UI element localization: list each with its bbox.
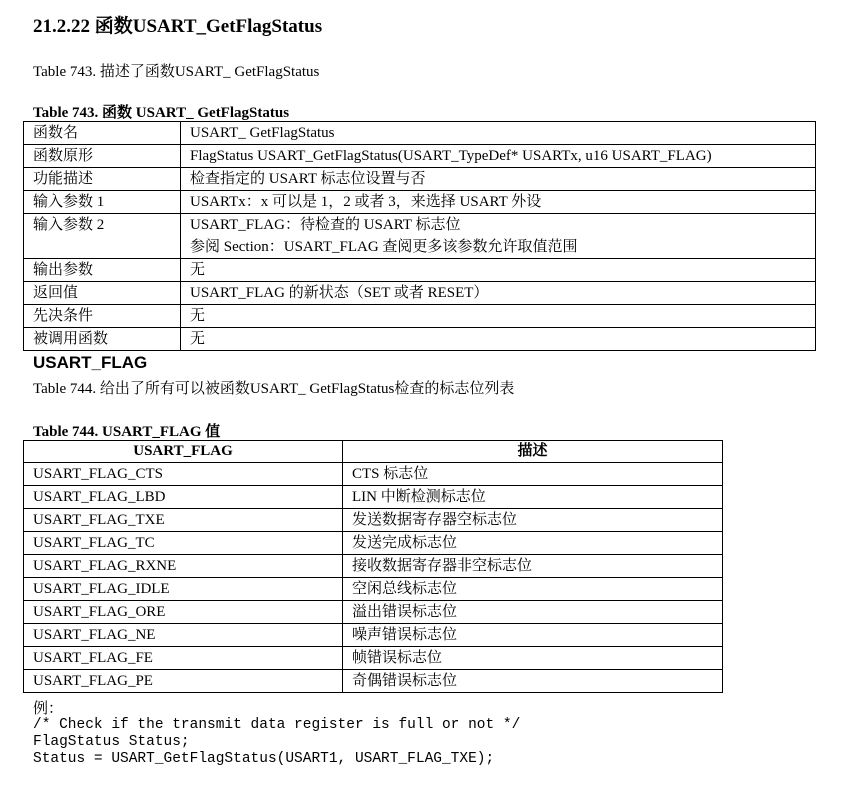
table-row	[24, 601, 723, 624]
flag-description: 溢出错误标志位	[343, 601, 723, 624]
param-name: 返回值	[24, 282, 181, 305]
param-value-line: 参阅 Section：USART_FLAG 查阅更多该参数允许取值范围	[190, 239, 578, 255]
table-row	[24, 191, 816, 214]
param-value: 无	[181, 259, 816, 282]
flag-name: USART_FLAG_NE	[24, 624, 343, 647]
section-intro-text: Table 744. 给出了所有可以被函数USART_ GetFlagStatus检查的标志位列表	[33, 381, 515, 397]
flag-name: USART_FLAG_IDLE	[24, 578, 343, 601]
flag-name: USART_FLAG_LBD	[24, 486, 343, 509]
flag-description: LIN 中断检测标志位	[343, 486, 723, 509]
table-row	[24, 122, 816, 145]
table-row	[24, 670, 723, 693]
table-row	[24, 305, 816, 328]
param-name: 先决条件	[24, 305, 181, 328]
section-heading: 21.2.22 函数USART_GetFlagStatus	[33, 16, 323, 37]
flag-description: 噪声错误标志位	[343, 624, 723, 647]
table-row	[24, 578, 723, 601]
param-value: 无	[181, 328, 816, 351]
function-description-table	[23, 121, 816, 351]
param-name: 输出参数	[24, 259, 181, 282]
example-label: 例：	[33, 701, 64, 717]
flag-name: USART_FLAG_ORE	[24, 601, 343, 624]
flag-name: USART_FLAG_RXNE	[24, 555, 343, 578]
flag-description: 空闲总线标志位	[343, 578, 723, 601]
table-744-caption: Table 744. USART_FLAG 值	[33, 424, 221, 440]
param-value: 无	[181, 305, 816, 328]
table-row	[24, 532, 723, 555]
table-row	[24, 259, 816, 282]
flag-description: 发送数据寄存器空标志位	[343, 509, 723, 532]
flag-name: USART_FLAG_PE	[24, 670, 343, 693]
table-row	[24, 282, 816, 305]
table-row	[24, 328, 816, 351]
code-line-call: Status = USART_GetFlagStatus(USART1, USART_FLAG_TXE);	[33, 751, 495, 767]
column-header-description: 描述	[343, 441, 723, 463]
flag-description: 奇偶错误标志位	[343, 670, 723, 693]
param-name: 被调用函数	[24, 328, 181, 351]
param-value: FlagStatus USART_GetFlagStatus(USART_TypeDef* USARTx, u16 USART_FLAG)	[181, 145, 816, 168]
table-header-row	[24, 441, 723, 463]
param-value: USARTx：x 可以是 1，2 或者 3，来选择 USART 外设	[181, 191, 816, 214]
usart-flag-section-title: USART_FLAG	[33, 353, 148, 372]
flag-name: USART_FLAG_TXE	[24, 509, 343, 532]
param-name: 函数原形	[24, 145, 181, 168]
column-header-flag: USART_FLAG	[24, 441, 343, 463]
flag-description: 接收数据寄存器非空标志位	[343, 555, 723, 578]
flag-name: USART_FLAG_TC	[24, 532, 343, 555]
code-line-declaration: FlagStatus Status;	[33, 734, 190, 750]
param-name: 功能描述	[24, 168, 181, 191]
code-line-comment: /* Check if the transmit data register is full or not */	[33, 717, 521, 733]
table-row	[24, 168, 816, 191]
table-row	[24, 509, 723, 532]
table-row	[24, 647, 723, 670]
intro-text: Table 743. 描述了函数USART_ GetFlagStatus	[33, 64, 320, 80]
param-name: 函数名	[24, 122, 181, 145]
param-value	[181, 214, 816, 259]
param-value: 检查指定的 USART 标志位设置与否	[181, 168, 816, 191]
param-name: 输入参数 1	[24, 191, 181, 214]
usart-flag-table	[23, 440, 723, 693]
table-row	[24, 145, 816, 168]
param-value: USART_ GetFlagStatus	[181, 122, 816, 145]
flag-name: USART_FLAG_CTS	[24, 463, 343, 486]
flag-description: 发送完成标志位	[343, 532, 723, 555]
flag-name: USART_FLAG_FE	[24, 647, 343, 670]
table-row	[24, 624, 723, 647]
table-row	[24, 214, 816, 259]
table-row	[24, 486, 723, 509]
table-743-caption: Table 743. 函数 USART_ GetFlagStatus	[33, 105, 290, 121]
table-row	[24, 555, 723, 578]
flag-description: CTS 标志位	[343, 463, 723, 486]
param-value-line: USART_FLAG：待检查的 USART 标志位	[190, 217, 461, 233]
flag-description: 帧错误标志位	[343, 647, 723, 670]
param-name: 输入参数 2	[24, 214, 181, 259]
param-value: USART_FLAG 的新状态（SET 或者 RESET）	[181, 282, 816, 305]
table-row	[24, 463, 723, 486]
